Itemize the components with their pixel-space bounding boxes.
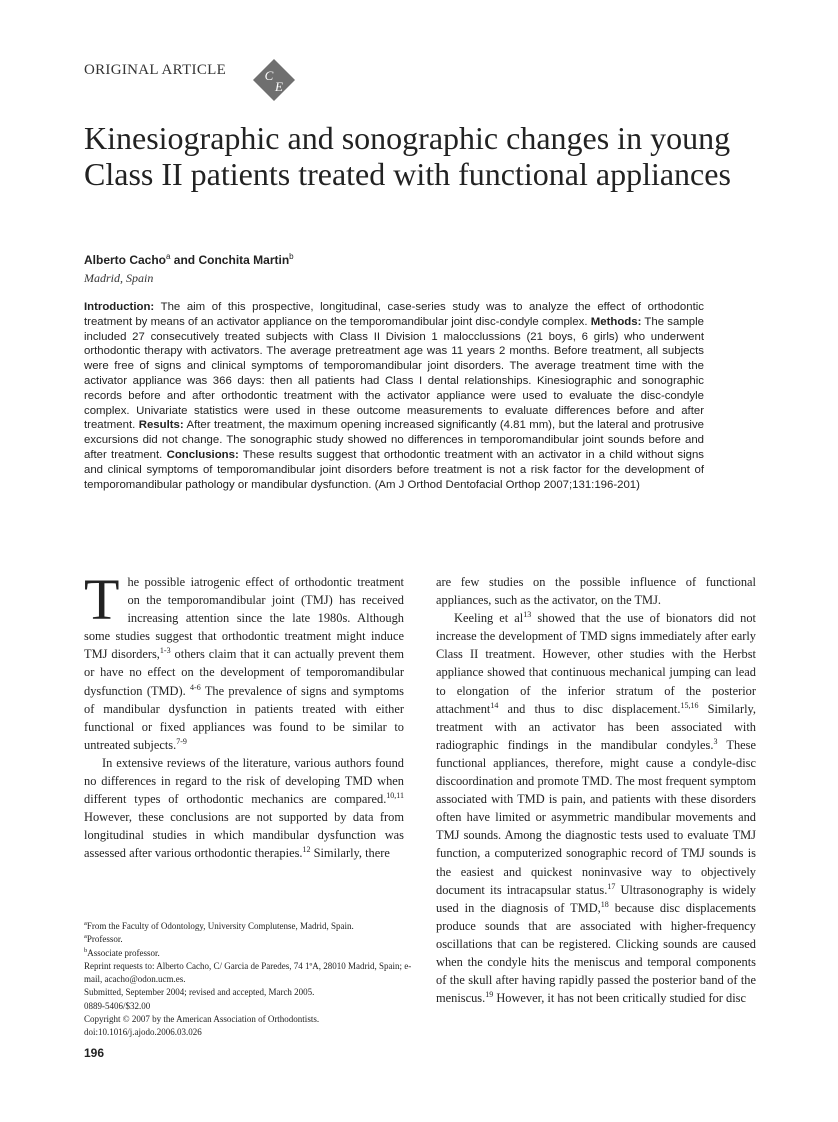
body-text: In extensive reviews of the literature, various authors found no differences in regard to the risk of developing TMD when different types of orthodontic mechanics are compared.: [84, 755, 404, 807]
body-text: and thus to disc displacement.: [498, 701, 681, 716]
ce-credit-badge: [252, 58, 296, 102]
body-text: others claim that it can actually prevent them or have no effect on the development of temporomandibular dysfunction (TMD).: [84, 647, 404, 698]
body-text: Ultrasonography is widely used in the diagnosis of TMD,: [436, 882, 756, 915]
citation-ref: 1-3: [159, 646, 171, 656]
body-text: Similarly, there: [310, 846, 390, 861]
body-text: However, these conclusions are not supported by data from longitudinal studies in which mandibular dysfunction was assessed after various orthodontic therapies.: [84, 810, 404, 861]
footnote-professor: [84, 933, 414, 946]
citation-ref: 14: [490, 700, 499, 710]
footnote-affiliation: [84, 920, 414, 933]
footnote-issn: 0889-5406/$32.00: [84, 1000, 151, 1011]
body-text: because disc displacements produce sounds that are associated with higher-frequency oscillations that can be registered. Clicking sounds are caused when the condyle hits the meniscus and temporal components of the skull after having rapidly passed the posterior band of the meniscus.: [436, 900, 756, 1006]
footnote-submitted: Submitted, September 2004; revised and accepted, March 2005.: [84, 987, 315, 998]
footnote-text: Associate professor.: [87, 947, 160, 958]
body-text: he possible iatrogenic effect of orthodontic treatment on the temporomandibular joint (TMJ) has received increasing attention since the late 1980s. Although some studies suggest that orthodontic treatment might induce TMJ disorders,: [84, 575, 404, 662]
body-column-left: [84, 567, 404, 863]
footnote-associate: [84, 947, 414, 960]
author-name: Conchita Martin: [198, 253, 290, 267]
body-paragraph: [84, 567, 404, 754]
body-text: are few studies on the possible influence of functional appliances, such as the activator, on the TMJ.: [436, 575, 756, 608]
abstract-conclusions-text: These results suggest that orthodontic treatment with an activator in a child without signs and clinical symptoms of temporomandibular joint disorders before treatment is not a risk factor for the development of temporomandibular pathology or mandibular dysfunction. (Am J Orthod Dentofacial Orthop 2007;131:196-201): [84, 448, 704, 491]
affiliation-marker: b: [289, 252, 294, 261]
abstract-introduction-text: The aim of this prospective, longitudinal, case-series study was to analyze the effect of orthodontic treatment by means of an activator appliance on the temporomandibular joint disc-condyle complex.: [84, 301, 704, 328]
author-name: Alberto Cacho: [84, 253, 167, 267]
citation-ref: 10,11: [386, 791, 404, 800]
citation-ref: 17: [607, 881, 616, 891]
body-text: The prevalence of signs and symptoms of mandibular dysfunction in patients treated with either functional or fixed appliances was found to be similar to untreated subjects.: [84, 683, 404, 752]
body-column-right: [436, 573, 756, 1007]
footnote-copyright: Copyright © 2007 by the American Association of Orthodontists.: [84, 1014, 320, 1025]
abstract-results-label: Results:: [138, 419, 184, 432]
citation-ref: 12: [302, 845, 311, 855]
body-text: However, it has not been critically studied for disc: [493, 991, 746, 1006]
article-title: Kinesiographic and sonographic changes in young Class II patients treated with functional appliances: [84, 120, 731, 192]
body-text: Similarly, treatment with an activator has been associated with radiographic findings in the mandibular condyles.: [436, 701, 756, 752]
footnote-marker: a: [84, 933, 87, 941]
drop-cap: T: [84, 567, 120, 632]
body-text: These functional appliances, therefore, might cause a condyle-disc discoordination and promote TMD. The most frequent symptom associated with TMD is pain, and patients with these disorders often have limited or asymmetric mandibular movements and TMJ sounds. Among the diagnostic tests used to evaluate TMJ function, a computerized sonographic record of TMJ sounds is the easiest and quickest noninvasive way to objectively document its intracapsular status.: [436, 737, 756, 897]
abstract-results-text: After treatment, the maximum opening increased significantly (4.81 mm), but the lateral and protrusive excursions did not change. The sonographic study showed no differences in temporomandibular joint sounds before and after treatment.: [84, 419, 704, 461]
page-number: 196: [84, 1046, 105, 1060]
body-text: showed that the use of bionators did not increase the development of TMD signs immediately after early Class II treatment. However, other studies with the Herbst appliance showed that continuous mechanical jumping can lead to elongation of the inferior stratum of the posterior attachment: [436, 611, 756, 716]
abstract-methods-text: The sample included 27 consecutively treated subjects with Class II Division 1 malocclussions (21 boys, 6 girls) who underwent orthodontic therapy with activators. The average pretreatment age was 11 years 2 months. Before treatment, all subjects were free of signs and clinical symptoms of temporomandibular joint disorders. The average treatment time with the activator appliance was 366 days: then all patients had Class I dental relationships. Kinesiographic and sonographic records before and after orthodontic treatment with the activator appliance were used to evaluate the disc-condyle complex. Univariate statistics were used in these outcome measurements to evaluate differences before and after treatment.: [84, 315, 704, 432]
body-paragraph: [436, 609, 756, 1007]
footnote-text: From the Faculty of Odontology, University Complutense, Madrid, Spain.: [86, 921, 354, 931]
abstract: [84, 300, 704, 492]
citation-ref: 15,16: [680, 700, 699, 710]
footnote-text: Professor.: [86, 934, 123, 945]
citation-ref: 3: [713, 736, 718, 746]
abstract-introduction-label: Introduction:: [84, 301, 155, 313]
author-list: [84, 252, 294, 267]
abstract-methods-label: Methods:: [590, 315, 642, 328]
badge-letters: CE: [264, 68, 283, 94]
footnote-marker: b: [84, 946, 88, 954]
author-location: Madrid, Spain: [84, 271, 154, 285]
body-text: Keeling et al: [454, 611, 524, 626]
footnotes: [84, 920, 414, 1040]
footnote-doi: doi:10.1016/j.ajodo.2006.03.026: [84, 1027, 202, 1038]
citation-ref: 18: [600, 899, 609, 909]
citation-ref: 13: [523, 610, 532, 620]
author-connector: and: [170, 253, 199, 267]
body-paragraph: [436, 573, 756, 609]
citation-ref: 19: [485, 990, 494, 1000]
section-label: ORIGINAL ARTICLE: [84, 62, 227, 78]
body-paragraph: [84, 754, 404, 863]
citation-ref: 4-6: [190, 682, 201, 692]
citation-ref: 7-9: [176, 736, 187, 746]
affiliation-marker: a: [166, 252, 171, 261]
footnote-marker: a: [84, 920, 87, 927]
footnote-reprint: Reprint requests to: Alberto Cacho, C/ Garcia de Paredes, 74 1ºA, 28010 Madrid, Spain; e-mail, acacho@odon.ucm.es.: [84, 960, 412, 985]
abstract-conclusions-label: Conclusions:: [166, 448, 239, 461]
